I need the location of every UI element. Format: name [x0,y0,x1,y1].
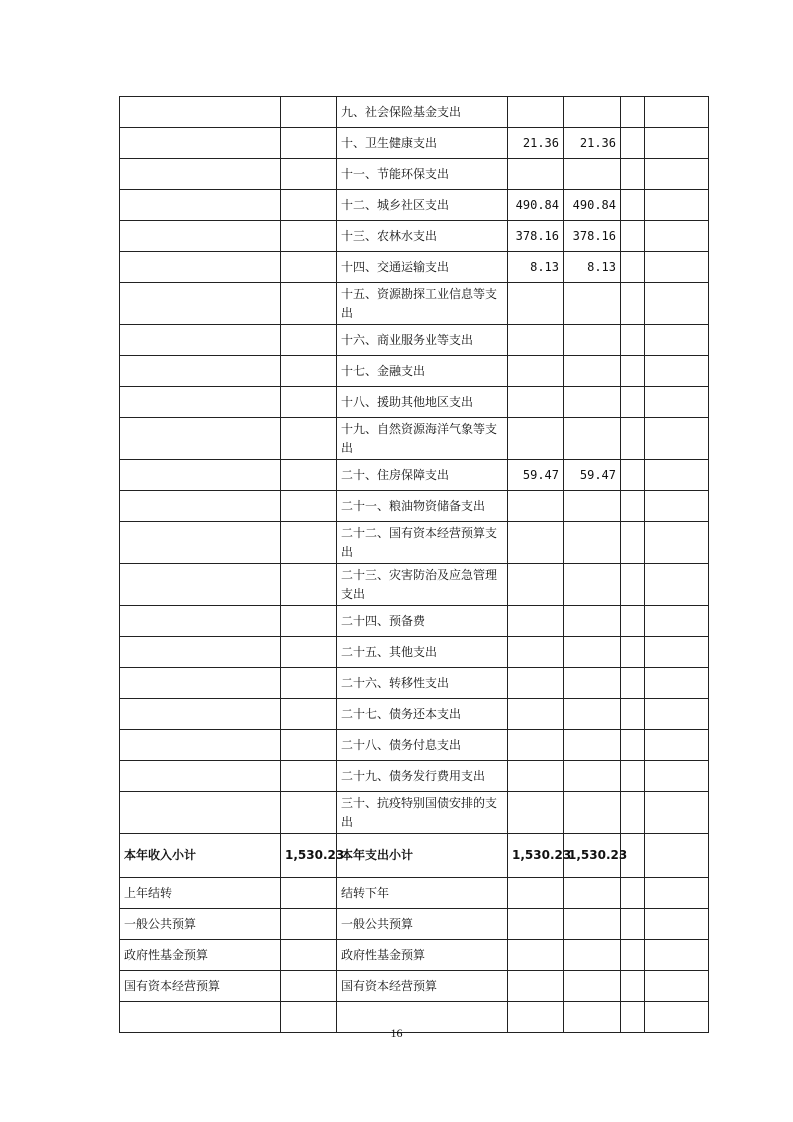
expense-general-value [564,356,621,387]
expense-item-label: 二十九、债务发行费用支出 [337,761,508,792]
expense-total-value: 490.84 [508,190,564,221]
table-row [120,668,709,699]
income-carry-label: 上年结转 [120,878,281,909]
table-row [120,699,709,730]
table-row [120,159,709,190]
expense-general-value [564,491,621,522]
expense-item-label: 十三、农林水支出 [337,221,508,252]
expense-item-label: 二十七、债务还本支出 [337,699,508,730]
expense-total-value [508,637,564,668]
table-row [120,283,709,325]
expense-general-value [564,97,621,128]
expense-total-value [508,606,564,637]
expense-total-value [508,387,564,418]
expense-item-label: 三十、抗疫特别国债安排的支出 [337,792,508,834]
expense-general-value [564,159,621,190]
expense-general-value: 490.84 [564,190,621,221]
table-row [120,418,709,460]
table-row [120,325,709,356]
carryover-row [120,909,709,940]
expense-item-label: 二十五、其他支出 [337,637,508,668]
expense-general-value: 21.36 [564,128,621,159]
table-row [120,356,709,387]
expense-total-value [508,564,564,606]
expense-item-label: 二十二、国有资本经营预算支出 [337,522,508,564]
expense-total-value [508,730,564,761]
expense-total-value [508,356,564,387]
carryover-row [120,940,709,971]
expense-item-label: 十一、节能环保支出 [337,159,508,190]
expense-total-value [508,522,564,564]
expense-carry-label: 结转下年 [337,878,508,909]
expense-subtotal-total: 1,530.23 [508,834,564,878]
expense-general-value [564,283,621,325]
table-row [120,606,709,637]
expense-general-value [564,668,621,699]
table-row [120,460,709,491]
table-row [120,252,709,283]
expense-item-label: 二十六、转移性支出 [337,668,508,699]
expense-item-label: 十四、交通运输支出 [337,252,508,283]
expense-item-label: 十、卫生健康支出 [337,128,508,159]
income-carry-label: 国有资本经营预算 [120,971,281,1002]
expense-total-value [508,97,564,128]
expense-subtotal-general: 1,530.23 [564,834,621,878]
expense-item-label: 十六、商业服务业等支出 [337,325,508,356]
expense-total-value [508,325,564,356]
expense-item-label: 二十四、预备费 [337,606,508,637]
expense-item-label: 二十八、债务付息支出 [337,730,508,761]
expense-general-value [564,387,621,418]
expense-carry-label: 政府性基金预算 [337,940,508,971]
expense-general-value [564,699,621,730]
table-row [120,792,709,834]
table-row [120,522,709,564]
expense-general-value [564,761,621,792]
expense-carry-label: 国有资本经营预算 [337,971,508,1002]
subtotal-row [120,834,709,878]
budget-table [119,96,709,1033]
expense-carry-label: 一般公共预算 [337,909,508,940]
expense-item-label: 十九、自然资源海洋气象等支出 [337,418,508,460]
expense-item-label: 九、社会保险基金支出 [337,97,508,128]
expense-total-value [508,668,564,699]
table-row [120,221,709,252]
income-subtotal-label: 本年收入小计 [120,834,281,878]
expense-item-label: 二十一、粮油物资储备支出 [337,491,508,522]
expense-general-value: 59.47 [564,460,621,491]
expense-total-value [508,699,564,730]
expense-total-value [508,283,564,325]
expense-item-label: 二十三、灾害防治及应急管理支出 [337,564,508,606]
expense-item-label: 二十、住房保障支出 [337,460,508,491]
expense-general-value: 378.16 [564,221,621,252]
table-row [120,190,709,221]
expense-total-value [508,418,564,460]
expense-general-value [564,564,621,606]
table-row [120,761,709,792]
expense-general-value [564,792,621,834]
table-row [120,730,709,761]
expense-total-value [508,761,564,792]
expense-subtotal-label: 本年支出小计 [337,834,508,878]
page-number: 16 [390,1026,403,1040]
table-row [120,128,709,159]
income-subtotal-value: 1,530.23 [281,834,337,878]
expense-total-value: 21.36 [508,128,564,159]
expense-general-value [564,325,621,356]
expense-total-value: 59.47 [508,460,564,491]
expense-total-value [508,159,564,190]
expense-total-value [508,491,564,522]
expense-total-value: 8.13 [508,252,564,283]
table-row [120,637,709,668]
expense-general-value [564,637,621,668]
expense-general-value [564,522,621,564]
table-row [120,564,709,606]
expense-item-label: 十八、援助其他地区支出 [337,387,508,418]
expense-total-value [508,792,564,834]
expense-general-value [564,730,621,761]
expense-item-label: 十七、金融支出 [337,356,508,387]
expense-item-label: 十五、资源勘探工业信息等支出 [337,283,508,325]
table-row [120,387,709,418]
income-carry-label: 一般公共预算 [120,909,281,940]
expense-general-value: 8.13 [564,252,621,283]
expense-item-label: 十二、城乡社区支出 [337,190,508,221]
carryover-row [120,878,709,909]
income-carry-label: 政府性基金预算 [120,940,281,971]
table-row [120,97,709,128]
expense-general-value [564,418,621,460]
expense-general-value [564,606,621,637]
carryover-row [120,971,709,1002]
table-row [120,491,709,522]
expense-total-value: 378.16 [508,221,564,252]
